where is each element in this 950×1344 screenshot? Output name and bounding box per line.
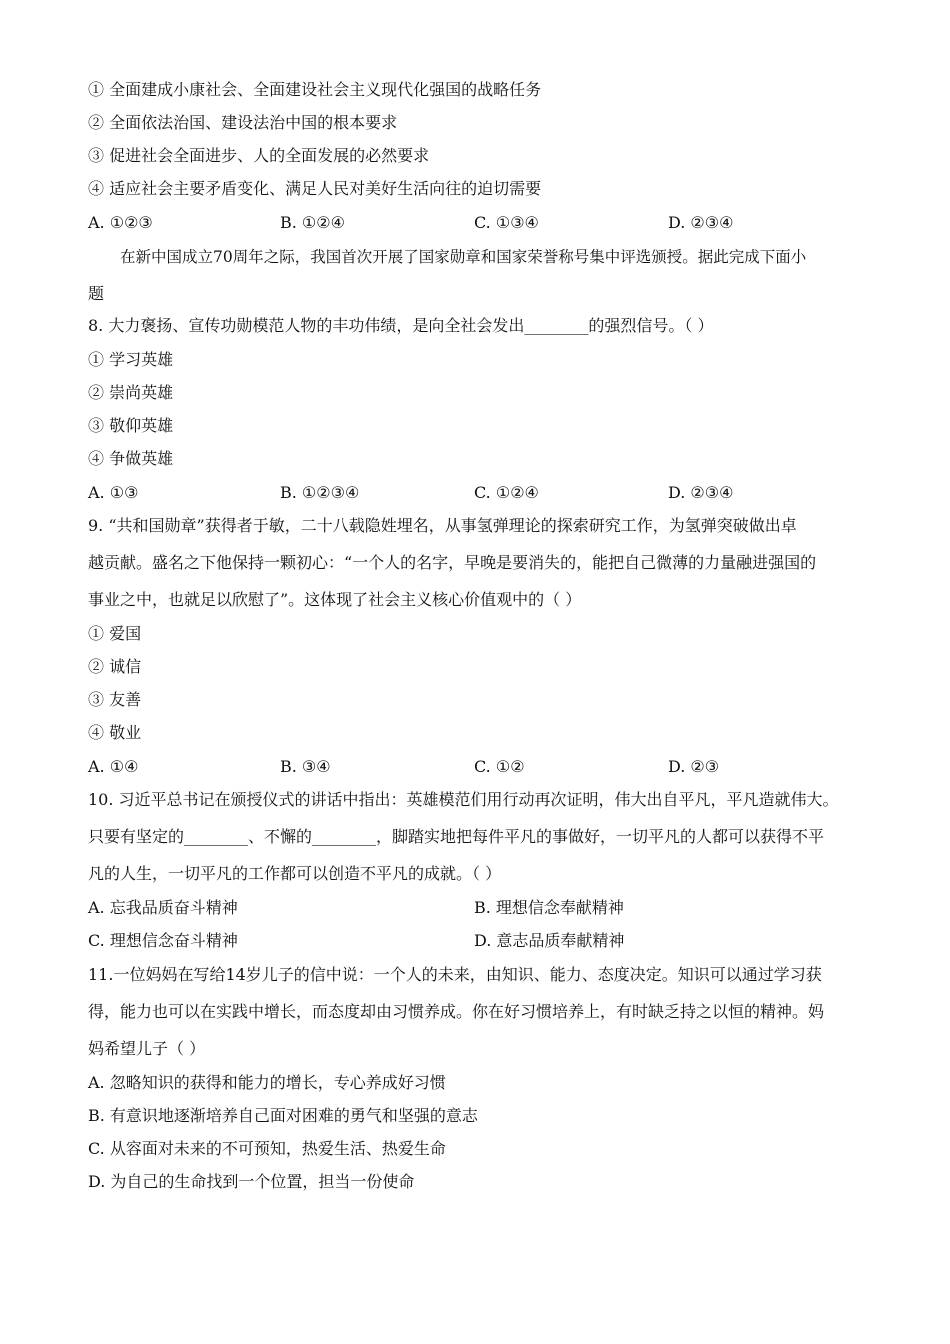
q8-option-a: A. ①③ (88, 483, 139, 502)
section-intro: 在新中国成立70周年之际，我国首次开展了国家勋章和国家荣誉称号集中评选颁授。据此完成下面小 (120, 248, 807, 266)
q11-stem-line-2: 得，能力也可以在实践中增长，而态度却由习惯养成。你在好习惯培养上，有时缺乏持之以恒的精神。妈 (88, 1002, 825, 1021)
q11-option-a: A. 忽略知识的获得和能力的增长，专心养成好习惯 (88, 1073, 446, 1092)
q7-item-1: ① 全面建成小康社会、全面建设社会主义现代化强国的战略任务 (88, 80, 542, 99)
q11-stem-line-1: 11.一位妈妈在写给14岁儿子的信中说：一个人的未来，由知识、能力、态度决定。知识可以通过学习获 (88, 965, 822, 984)
q10-option-a: A. 忘我品质奋斗精神 (88, 898, 238, 917)
q8-item-3: ③ 敬仰英雄 (88, 416, 174, 435)
q9-item-3: ③ 友善 (88, 690, 142, 709)
q7-item-4: ④ 适应社会主要矛盾变化、满足人民对美好生活向往的迫切需要 (88, 179, 542, 198)
q7-option-c: C. ①③④ (474, 213, 539, 232)
q9-item-4: ④ 敬业 (88, 723, 142, 742)
q8-stem: 8. 大力褒扬、宣传功勋模范人物的丰功伟绩，是向全社会发出________的强烈信号。（ ） (88, 316, 714, 335)
q10-option-d: D. 意志品质奉献精神 (474, 931, 625, 950)
q9-stem-line-3: 事业之中，也就足以欣慰了”。这体现了社会主义核心价值观中的（ ） (88, 590, 582, 609)
q8-option-d: D. ②③④ (668, 483, 734, 502)
q7-item-3: ③ 促进社会全面进步、人的全面发展的必然要求 (88, 146, 430, 165)
q10-stem-line-2: 只要有坚定的________、不懈的________，脚踏实地把每件平凡的事做好，一切平凡的人都可以获得不平 (88, 827, 825, 846)
q11-option-b: B. 有意识地逐渐培养自己面对困难的勇气和坚强的意志 (88, 1106, 478, 1125)
q9-stem-line-1: 9. “共和国勋章”获得者于敏，二十八载隐姓埋名，从事氢弹理论的探索研究工作，为氢弹突破做出卓 (88, 516, 797, 535)
q10-stem-line-1: 10. 习近平总书记在颁授仪式的讲话中指出：英雄模范们用行动再次证明，伟大出自平凡，平凡造就伟大。 (88, 790, 839, 809)
q11-option-c: C. 从容面对未来的不可预知，热爱生活、热爱生命 (88, 1139, 446, 1158)
q8-item-1: ① 学习英雄 (88, 350, 174, 369)
section-intro-cont: 题 (88, 284, 105, 303)
q9-option-d: D. ②③ (668, 757, 720, 776)
q9-option-b: B. ③④ (280, 757, 331, 776)
q7-option-d: D. ②③④ (668, 213, 734, 232)
q7-option-a: A. ①②③ (88, 213, 153, 232)
q11-option-d: D. 为自己的生命找到一个位置，担当一份使命 (88, 1172, 415, 1191)
q9-option-c: C. ①② (474, 757, 525, 776)
q9-option-a: A. ①④ (88, 757, 139, 776)
q7-item-2: ② 全面依法治国、建设法治中国的根本要求 (88, 113, 398, 132)
q10-option-c: C. 理想信念奋斗精神 (88, 931, 238, 950)
q7-option-b: B. ①②④ (280, 213, 345, 232)
q8-item-4: ④ 争做英雄 (88, 449, 174, 468)
q10-stem-line-3: 凡的人生，一切平凡的工作都可以创造不平凡的成就。（ ） (88, 864, 502, 883)
q9-item-1: ① 爱国 (88, 624, 142, 643)
q9-stem-line-2: 越贡献。盛名之下他保持一颗初心：“一个人的名字，早晚是要消失的，能把自己微薄的力量融进强国的 (88, 553, 817, 572)
q8-option-c: C. ①②④ (474, 483, 539, 502)
q8-item-2: ② 崇尚英雄 (88, 383, 174, 402)
q10-option-b: B. 理想信念奉献精神 (474, 898, 624, 917)
q8-option-b: B. ①②③④ (280, 483, 360, 502)
q9-item-2: ② 诚信 (88, 657, 142, 676)
q11-stem-line-3: 妈希望儿子（ ） (88, 1039, 206, 1058)
